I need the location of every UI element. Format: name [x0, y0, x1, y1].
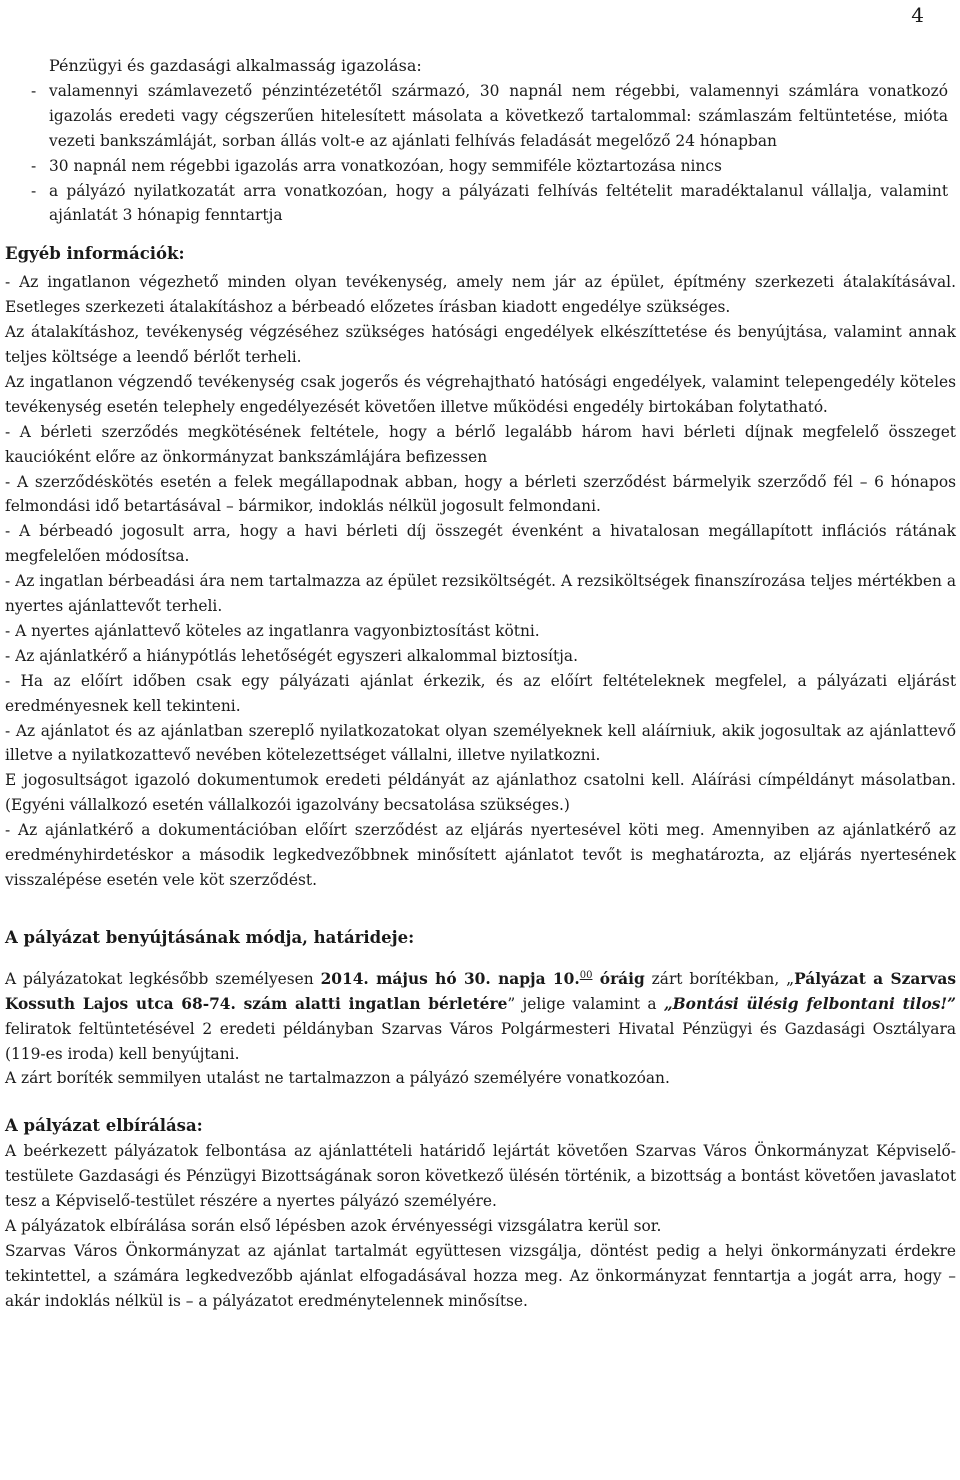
list-item [5, 79, 956, 154]
paragraph: - A szerződéskötés esetén a felek megállapodnak abban, hogy a bérleti szerződést bármelyik szerződő fél – 6 hónapos felmondási idő betartásával – bármikor, indoklás nélkül jogosult felmondani. [5, 472, 956, 516]
text-run: A pályázatokat legkésőbb személyesen [5, 969, 321, 988]
deadline-minutes: 00 [579, 969, 593, 981]
envelope-title: Pályázat a Szarvas Kossuth Lajos utca 68-74. szám alatti ingatlan bérletére [5, 969, 957, 1013]
do-not-open-notice: „Bontási ülésig felbontani tilos!” [663, 994, 956, 1013]
spacer [5, 1091, 956, 1114]
paragraph: - A bérbeadó jogosult arra, hogy a havi bérleti díj összegét évenként a hivatalosan megállapított inflációs rátának megfelelően módosítsa. [5, 522, 956, 566]
spacer [5, 893, 956, 926]
list-dash: - [31, 156, 37, 175]
deadline-hour-suffix: óráig [592, 969, 645, 988]
list-item [5, 179, 956, 229]
document-body [5, 54, 956, 1314]
paragraph: - Ha az előírt időben csak egy pályázati ajánlat érkezik, és az előírt feltételeknek megfelel, a pályázati eljárást eredményesnek kell tekinteni. [5, 671, 956, 715]
paragraph: - Az ajánlatkérő a dokumentációban előírt szerződést az eljárás nyertesével köti meg. Amennyiben az ajánlatkérő az eredményhirdetéskor a második legkedvezőbbnek minősített ajánlatot tevőt is meghatározta, az eljárás nyertesének visszalépése esetén vele köt szerződést. [5, 821, 956, 889]
paragraph: E jogosultságot igazoló dokumentumok eredeti példányát az ajánlathoz csatolni kell. Aláírási címpéldányt másolatban. (Egyéni vállalkozó esetén vállalkozói igazolvány becsatolása szükséges.) [5, 771, 956, 815]
financial-section-title: Pénzügyi és gazdasági alkalmasság igazolása: [49, 56, 422, 75]
text-run: zárt borítékban, „ [644, 969, 795, 988]
paragraph: Az átalakításhoz, tevékenység végzéséhez szükséges hatósági engedélyek elkészíttetése és benyújtása, valamint annak teljes költsége a leendő bérlőt terheli. [5, 323, 956, 366]
list-item-text: 30 napnál nem régebbi igazolás arra vonatkozóan, hogy semmiféle köztartozása nincs [49, 156, 722, 175]
text-run: ” jelige valamint a [507, 994, 664, 1013]
paragraph: - Az ingatlan bérbeadási ára nem tartalmazza az épület rezsiköltségét. A rezsiköltségek finanszírozása teljes mértékben a nyertes ajánlattevőt terheli. [5, 572, 956, 616]
page-number: 4 [911, 3, 924, 27]
other-info-heading: Egyéb információk: [5, 244, 185, 264]
list-item [5, 154, 956, 179]
list-dash: - [31, 81, 37, 100]
paragraph: - Az ajánlatot és az ajánlatban szereplő nyilatkozatokat olyan személyeknek kell aláírniuk, akik jogosultak az ajánlattevő illetve a nyilatkozattevő nevében kötelezettséget vállalni, illetve nyilatkozni. [5, 721, 956, 765]
paragraph: Szarvas Város Önkormányzat az ajánlat tartalmát együttesen vizsgálja, döntést pedig a helyi önkormányzati érdekre tekintettel, a számára legkedvezőbb ajánlat elfogadásával hozza meg. Az önkormányzat fenntartja a jogát arra, hogy – akár indoklás nélkül is – a pályázatot eredménytelennek minősítse. [5, 1241, 956, 1310]
paragraph: - A bérleti szerződés megkötésének feltétele, hogy a bérlő legalább három havi bérleti díjnak megfelelő összeget kaucióként előre az önkormányzat bankszámlájára befizessen [5, 422, 956, 466]
paragraph: A zárt boríték semmilyen utalást ne tartalmazzon a pályázó személyére vonatkozóan. [5, 1069, 670, 1088]
submission-heading: A pályázat benyújtásának módja, határideje: [5, 927, 415, 947]
paragraph: A beérkezett pályázatok felbontása az ajánlattételi határidő lejártát követően Szarvas Város Önkormányzat Képviselő-testülete Gazdasági és Pénzügyi Bizottságának soron következő ülésén történik, a bizottság a bontást követően javaslatot tesz a Képviselő-testület részére a nyertes pályázó személyére. [5, 1142, 956, 1211]
text-run: feliratok feltüntetésével 2 eredeti példányban Szarvas Város Polgármesteri Hivatal Pénzügyi és Gazdasági Osztályara (119-es iroda) kell benyújtani. [5, 1019, 956, 1063]
submission-paragraph [5, 967, 956, 1067]
paragraph: - Az ajánlatkérő a hiánypótlás lehetőségét egyszeri alkalommal biztosítja. [5, 646, 578, 665]
paragraph: Az ingatlanon végzendő tevékenység csak jogerős és végrehajtható hatósági engedélyek, valamint telepengedély köteles tevékenység esetén telephely engedélyezését követően illetve működési engedély birtokában folytatható. [5, 372, 956, 416]
paragraph: - Az ingatlanon végezhető minden olyan tevékenység, amely nem jár az épület, építmény szerkezeti átalakításával. Esetleges szerkezeti átalakításhoz a bérbeadó előzetes írásban kiadott engedélye szükséges. [5, 273, 956, 317]
list-dash: - [31, 181, 37, 200]
paragraph: - A nyertes ajánlattevő köteles az ingatlanra vagyonbiztosítást kötni. [5, 621, 540, 640]
evaluation-heading: A pályázat elbírálása: [5, 1116, 203, 1136]
list-item-text: a pályázó nyilatkozatát arra vonatkozóan, hogy a pályázati felhívás feltételit maradéktalanul vállalja, valamint ajánlatát 3 hónapig fenntartja [49, 181, 948, 225]
spacer [5, 951, 956, 967]
deadline-date: 2014. május hó 30. napja 10. [320, 969, 580, 988]
list-item-text: valamennyi számlavezető pénzintézetétől származó, 30 napnál nem régebbi, valamennyi számlára vonatkozó igazolás eredeti vagy cégszerűen hitelesített másolata a következő tartalommal: számlaszám feltüntetése, mióta vezeti bankszámláját, sorban állás volt-e az ajánlati felhívás feladását megelőző 24 hónapban [49, 81, 948, 150]
paragraph: A pályázatok elbírálása során első lépésben azok érvényességi vizsgálatra kerül sor. [5, 1216, 662, 1235]
